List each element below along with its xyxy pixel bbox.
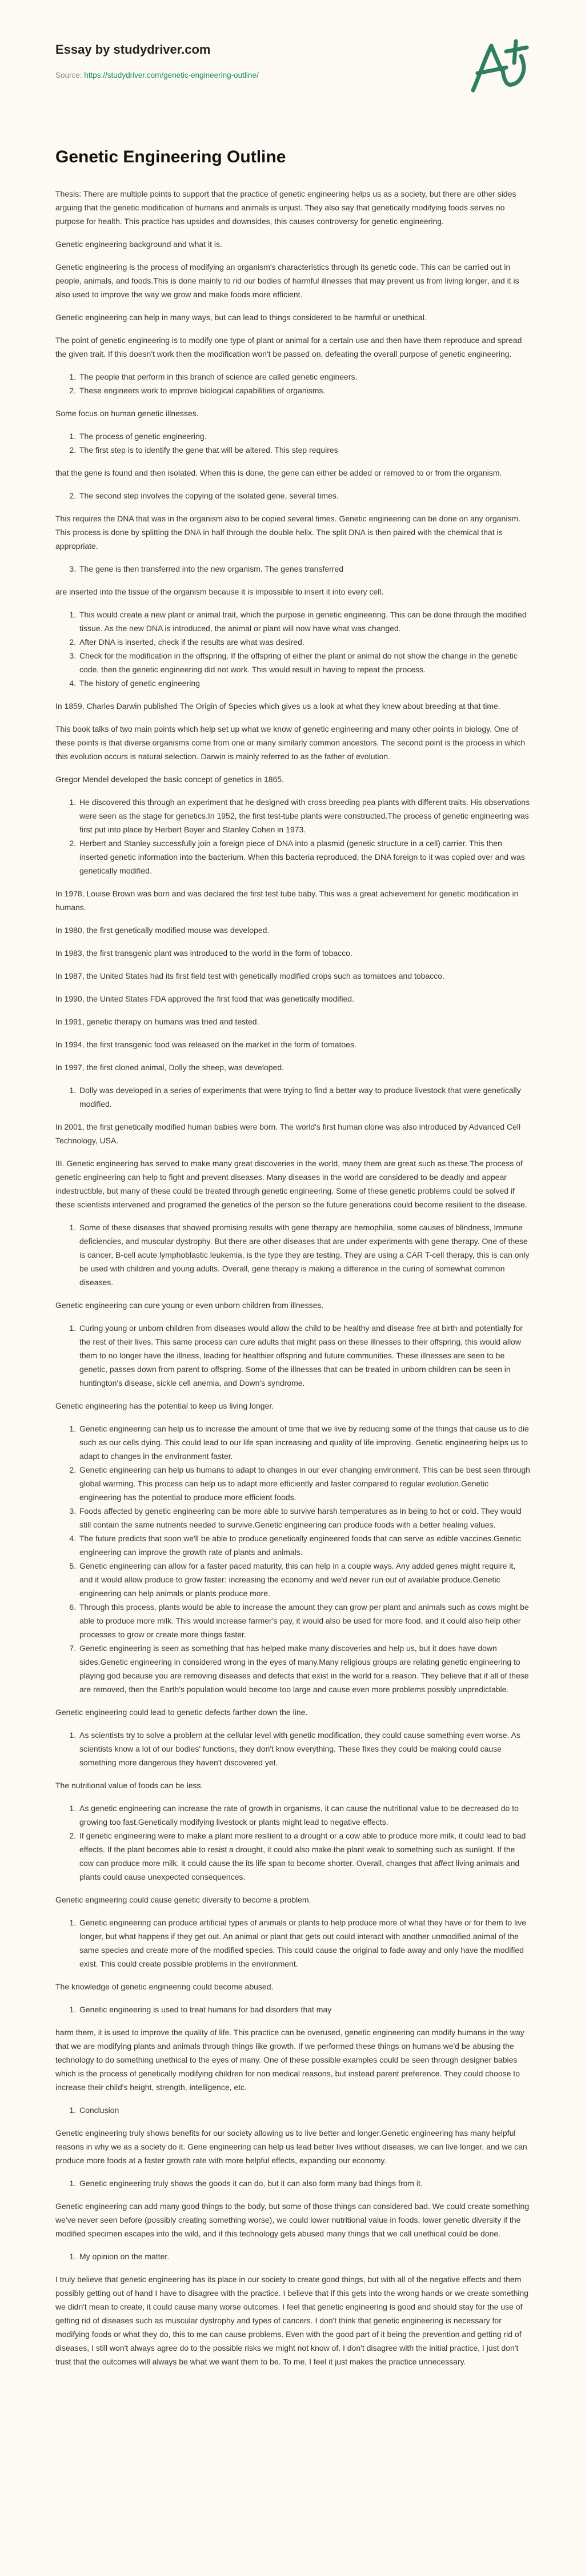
- list-item: 1. Conclusion: [78, 2103, 531, 2117]
- list-item: 1. This would create a new plant or animal trait, which the purpose in genetic engineering. This can be done through the modified tissue. As the new DNA is introduced, the animal or plant will now have what was changed.: [78, 608, 531, 635]
- paragraph: Genetic engineering has the potential to keep us living longer.: [55, 1401, 274, 1410]
- numbered-list: [55, 489, 531, 503]
- numbered-list: [55, 1801, 531, 1884]
- paragraph: harm them, it is used to improve the quality of life. This practice can be overused, genetic engineering can modify humans in the way that we are modifying plants and animals through things like growth. If we performed these things on humans we'd be abusing the technology to do something unethical to the eyes of many. One of these possible examples could be seen through designer babies which is the process of genetically modifying children for non medical reasons, but instead parent preference. They could choose to increase their child's height, strength, intelligence, etc.: [55, 2028, 524, 2092]
- paragraph: Gregor Mendel developed the basic concept of genetics in 1865.: [55, 775, 285, 784]
- list-item: 2. The second step involves the copying of the isolated gene, several times.: [78, 489, 531, 503]
- site-brand: Essay by studydriver.com: [55, 42, 211, 57]
- numbered-list: [55, 608, 531, 690]
- numbered-list: [55, 1083, 531, 1111]
- paragraph: Genetic engineering could cause genetic diversity to become a problem.: [55, 1895, 311, 1904]
- list-item: 2. After DNA is inserted, check if the results are what was desired.: [78, 635, 531, 649]
- paragraph: This requires the DNA that was in the organism also to be copied several times. Genetic engineering can be done on any organism. This process is done by splitting the DNA in half through the double helix. The split DNA is then paired with the chemical that is appropriate.: [55, 514, 521, 551]
- paragraph: Genetic engineering can help in many ways, but can lead to things considered to be harmful or unethical.: [55, 313, 427, 322]
- paragraph: In 1991, genetic therapy on humans was tried and tested.: [55, 1017, 259, 1026]
- list-item: 1. As scientists try to solve a problem at the cellular level with genetic modification, they could cause something even worse. As scientists know a lot of our bodies' functions, they don't know everything. These fixes they could be making could cause something more dangerous they haven't discovered yet.: [78, 1728, 531, 1769]
- list-item: 2. Herbert and Stanley successfully join a foreign piece of DNA into a plasmid (genetic structure in a cell) carrier. This then inserted genetic information into the bacterium. When this bacteria reproduced, the DNA foreign to it was copied over and was genetically modified.: [78, 836, 531, 878]
- list-item: 3. Check for the modification in the offspring. If the offspring of either the plant or animal do not show the change in the genetic code, then the genetic engineering did not work. This would result in having to repeat the process.: [78, 649, 531, 676]
- paragraph: The knowledge of genetic engineering could become abused.: [55, 1982, 274, 1991]
- paragraph: The point of genetic engineering is to modify one type of plant or animal for a certain use and then have them reproduce and spread the given trait. If this doesn't work then the modification won't be passed on, defeating the overall purpose of genetic engineering.: [55, 336, 522, 358]
- paragraph: III. Genetic engineering has served to make many great discoveries in the world, many them are great such as these.The process of genetic engineering can help to fight and prevent diseases. Many diseases in the world are considered to be deadly and appear indestructible, but many of these could be treated through genetic engineering. Some of these genetic problems could be solved if these scientists intervened and programed the genetics of the person so the future generations could become resilient to the disease.: [55, 1159, 527, 1209]
- paragraph: In 1994, the first transgenic food was released on the market in the form of tomatoes.: [55, 1040, 356, 1049]
- paragraph: are inserted into the tissue of the organism because it is impossible to insert it into every cell.: [55, 587, 384, 596]
- numbered-list: [55, 429, 531, 457]
- numbered-list: [55, 1321, 531, 1390]
- list-item: 5. Genetic engineering can allow for a faster paced maturity, this can help in a couple ways. Any added genes might require it, and it would allow produce to grow faster: increasing the economy and we'd never run out of available produce.Genetic engineering can help animals or plants produce more.: [78, 1559, 531, 1600]
- numbered-list: [55, 2176, 531, 2190]
- list-item: 1. Genetic engineering can produce artificial types of animals or plants to help produce more of what they have or for them to live longer, but what happens if they get out. An animal or plant that gets out could interact with another unmodified animal of the same species and create more of the modified species. This could cause the original to fade away and only have the modified exist. This could create possible problems in the environment.: [78, 1916, 531, 1971]
- paragraph: In 1990, the United States FDA approved the first food that was genetically modified.: [55, 994, 354, 1003]
- source-link[interactable]: https://studydriver.com/genetic-engineering-outline/: [84, 71, 259, 79]
- source-line: [55, 71, 259, 79]
- numbered-list: [55, 795, 531, 878]
- list-item: 3. The gene is then transferred into the new organism. The genes transferred: [78, 562, 531, 576]
- list-item: 4. The history of genetic engineering: [78, 676, 531, 690]
- list-item: 1. Some of these diseases that showed promising results with gene therapy are hemophilia, some causes of blindness, Immune deficiencies, and muscular dystrophy. But there are other diseases that are under experiments with gene therapy. One of these is cancer, B-cell acute lymphoblastic leukemia, is the type they are testing. They are using a CAR T-cell therapy, this is can only be used with children and young adults. Overall, gene therapy is making a difference in the curing of somewhat common diseases.: [78, 1221, 531, 1289]
- paragraph: Genetic engineering can cure young or even unborn children from illnesses.: [55, 1301, 324, 1310]
- essay-body: [55, 187, 531, 2368]
- paragraph: The nutritional value of foods can be less.: [55, 1781, 203, 1790]
- paragraph: that the gene is found and then isolated. When this is done, the gene can either be added or removed to or from the organism.: [55, 468, 502, 477]
- list-item: 1. The process of genetic engineering.: [78, 429, 531, 443]
- list-item: 1. Dolly was developed in a series of experiments that were trying to find a better way to produce livestock that were genetically modified.: [78, 1083, 531, 1111]
- paragraph: I truly believe that genetic engineering has its place in our society to create good things, but with all of the negative effects and them possibly getting out of hand I have to disagree with the practice. I believe that if this gets into the wrong hands or we create something we didn't mean to create, it could cause many worse outcomes. I feel that genetic engineering is good and should stay for the use of getting rid of diseases such as muscular dystrophy and types of cancers. I don't think that genetic engineering is necessary for modifying foods or what they do, this to me can cause problems. Even with the good part of it being the prevention and getting rid of diseases, I still won't always agree do to the possible risks we might not know of. I don't disagree with the initial practice, I just don't trust that the outcomes will always be what we want them to be. To me, I feel it just makes the practice unnecessary.: [55, 2275, 529, 2366]
- list-item: 1. Genetic engineering can help us to increase the amount of time that we live by reducing some of the things that cause us to die such as our cells dying. This could lead to our life span increasing and quality of life improving. Genetic engineering helps us to adapt to changes in the environment faster.: [78, 1422, 531, 1463]
- list-item: 2. If genetic engineering were to make a plant more resilient to a drought or a cow able to produce more milk, it could lead to bad effects. If the plant becomes able to resist a drought, it could also make the plant weak to something such as sunlight. If the cow can produce more milk, it could cause the its life span to become shorter. Overall, changes that affect living animals and plants could cause unexpected consequences.: [78, 1829, 531, 1884]
- paragraph: In 2001, the first genetically modified human babies were born. The world's first human clone was also introduced by Advanced Cell Technology, USA.: [55, 1122, 521, 1145]
- paragraph: In 1987, the United States had its first field test with genetically modified crops such as tomatoes and tobacco.: [55, 971, 444, 980]
- paragraph: This book talks of two main points which help set up what we know of genetic engineering and many other points in biology. One of these points is that diverse organisms come from one or many similarly common ancestors. The second point is the process in which this evolution occurs is natural selection. Darwin is mainly referred to as the father of evolution.: [55, 724, 526, 761]
- numbered-list: [55, 2003, 531, 2016]
- paragraph: Genetic engineering could lead to genetic defects farther down the line.: [55, 1708, 308, 1717]
- paragraph: In 1978, Louise Brown was born and was declared the first test tube baby. This was a great achievement for genetic modification in humans.: [55, 889, 519, 912]
- paragraph: Genetic engineering can add many good things to the body, but some of those things can considered bad. We could create something we've never seen before (possibly creating something worse), we could lower nutritional value in foods, lower genetic diversity if the modified specimen escapes into the wild, and if this technology gets abused many things that we call unethical could be done.: [55, 2202, 530, 2238]
- list-item: 6. Through this process, plants would be able to increase the amount they can grow per plant and animals such as cows might be able to produce more milk. This would increase farmer's pay, it would also be used for more food, and it could also help other processes to grow or create more things faster.: [78, 1600, 531, 1641]
- numbered-list: [55, 2250, 531, 2263]
- list-item: 1. Genetic engineering is used to treat humans for bad disorders that may: [78, 2003, 531, 2016]
- list-item: 1. Curing young or unborn children from diseases would allow the child to be healthy and disease free at birth and potentially for the rest of their lives. This same process can cure adults that might pass on these illnesses to their offspring, this would allow them to no longer have the illness, leading for healthier offspring and future communities. These illnesses are seen to be genetic, passes down from parent to offspring. Some of the illnesses that can be treated in unborn children can be seen in huntington's disease, sickle cell anemia, and Down's syndrome.: [78, 1321, 531, 1390]
- numbered-list: [55, 370, 531, 397]
- paragraph: Thesis: There are multiple points to support that the practice of genetic engineering helps us as a society, but there are other sides arguing that the genetic modification of humans and animals is unjust. They also say that genetically modifying foods serves no purpose for health. This practice has upsides and downsides, this causes controversy for genetic engineering.: [55, 189, 516, 226]
- essay-title: Genetic Engineering Outline: [55, 147, 286, 166]
- list-item: 1. He discovered this through an experiment that he designed with cross breeding pea plants with different traits. His observations were seen as the stage for genetics.In 1952, the first test-tube plants were constructed.The process of genetic engineering was first put into place by Herbert Boyer and Stanley Cohen in 1973.: [78, 795, 531, 836]
- list-item: 3. Foods affected by genetic engineering can be more able to survive harsh temperatures as in being to hot or cold. They would still contain the same nutrients needed to survive.Genetic engineering can produce foods with a better healing values.: [78, 1504, 531, 1532]
- numbered-list: [55, 2103, 531, 2117]
- list-item: 2. Genetic engineering can help us humans to adapt to changes in our ever changing environment. This can be best seen through global warming. This process can help us to adapt more efficiently and faster compared to regular evolution.Genetic engineering has the potential to produce more efficient foods.: [78, 1463, 531, 1504]
- a-plus-logo-icon: [457, 29, 543, 103]
- list-item: 4. The future predicts that soon we'll be able to produce genetically engineered foods that can serve as edible vaccines.Genetic engineering can improve the growth rate of plants and animals.: [78, 1532, 531, 1559]
- paragraph: Genetic engineering is the process of modifying an organism's characteristics through its genetic code. This can be carried out in people, animals, and foods.This is done mainly to rid our bodies of harmful illnesses that may prevent us from living longer, and it is also used to improve the way we grow and make foods more efficient.: [55, 262, 519, 299]
- paragraph: Some focus on human genetic illnesses.: [55, 409, 199, 418]
- page-header: [0, 0, 585, 131]
- essay-content: [55, 146, 531, 2378]
- list-item: 1. Genetic engineering truly shows the goods it can do, but it can also form many bad things from it.: [78, 2176, 531, 2190]
- list-item: 2. The first step is to identify the gene that will be altered. This step requires: [78, 443, 531, 457]
- source-label: Source:: [55, 71, 85, 79]
- numbered-list: [55, 1422, 531, 1696]
- numbered-list: [55, 1916, 531, 1971]
- list-item: 7. Genetic engineering is seen as something that has helped make many discoveries and help us, but it does have down sides.Genetic engineering in considered wrong in the eyes of many.Many religious groups are relating genetic engineering to playing god because you are removing diseases and defects that exist in the world for a reason. They believe that if all of these are removed, then the Earth's population would become too large and cause even more problems possibly unpredictable.: [78, 1641, 531, 1696]
- paragraph: In 1859, Charles Darwin published The Origin of Species which gives us a look at what they knew about breeding at that time.: [55, 701, 500, 711]
- paragraph: In 1997, the first cloned animal, Dolly the sheep, was developed.: [55, 1063, 285, 1072]
- paragraph: In 1980, the first genetically modified mouse was developed.: [55, 926, 270, 935]
- list-item: 1. The people that perform in this branch of science are called genetic engineers.: [78, 370, 531, 384]
- list-item: 2. These engineers work to improve biological capabilities of organisms.: [78, 384, 531, 397]
- list-item: 1. My opinion on the matter.: [78, 2250, 531, 2263]
- numbered-list: [55, 1728, 531, 1769]
- paragraph: In 1983, the first transgenic plant was introduced to the world in the form of tobacco.: [55, 948, 352, 958]
- numbered-list: [55, 1221, 531, 1289]
- numbered-list: [55, 562, 531, 576]
- list-item: 1. As genetic engineering can increase the rate of growth in organisms, it can cause the nutritional value to be decreased do to growing too fast.Genetically modifying livestock or plants might lead to negative effects.: [78, 1801, 531, 1829]
- paragraph: Genetic engineering background and what it is.: [55, 240, 222, 249]
- paragraph: Genetic engineering truly shows benefits for our society allowing us to live better and longer.Genetic engineering has many helpful reasons in why we as a society do it. Gene engineering can help us lead better lives without diseases, we can live longer, and we can produce more foods at a faster growth rate with more helpful effects, expanding our economy.: [55, 2128, 527, 2165]
